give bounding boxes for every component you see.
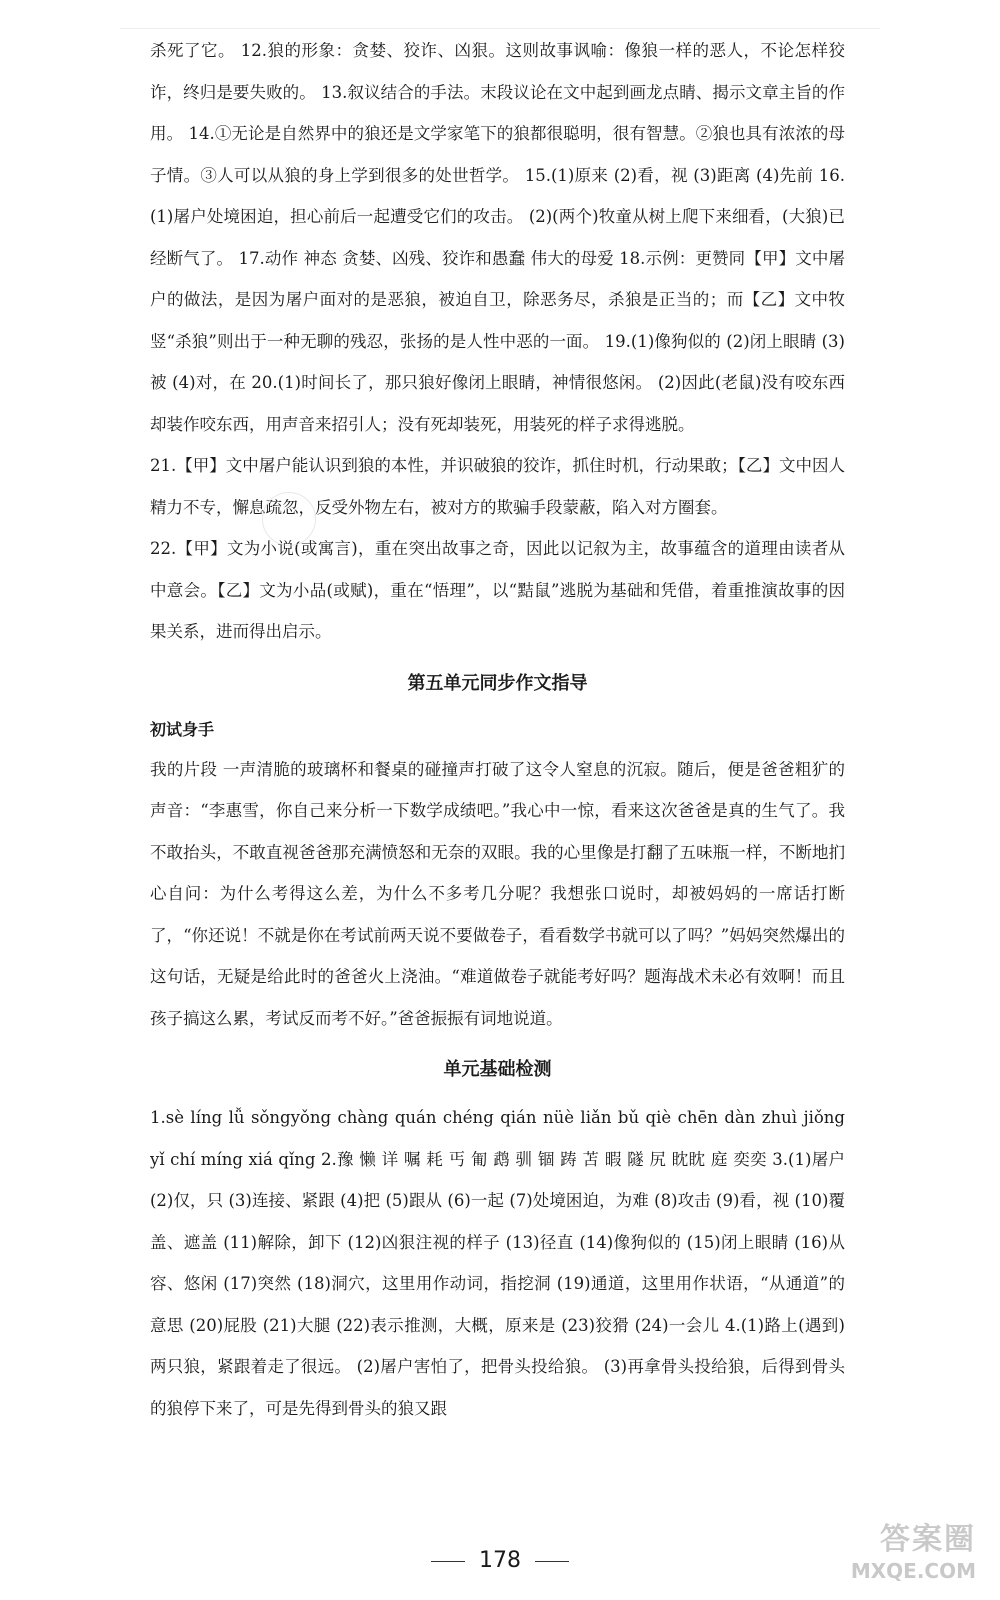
left-dash: [431, 1561, 465, 1562]
watermark-top-text: 答案圈: [880, 1522, 976, 1557]
faint-stamp-mark: [262, 492, 316, 546]
section-heading-writing-guide: 第五单元同步作文指导: [407, 672, 588, 694]
subheading-first-try: 初试身手: [150, 719, 215, 739]
answer-paragraph-12-20: 杀死了它。 12.狼的形象：贪婪、狡诈、凶狠。这则故事讽喻：像狼一样的恶人，不论怎样狡诈，终归是要失败的。 13.叙议结合的手法。末段议论在文中起到画龙点睛、揭示文章主旨的作用。 14.①无论是自然界中的狼还是文学家笔下的狼都很聪明，很有智慧。②狼也具有浓浓的母子情。③人可以从狼的身上学到很多的处世哲学。 15.(1)原来 (2)看，视 (3)距离 (4)先前 16.(1)屠户处境困迫，担心前后一起遭受它们的攻击。 (2)(两个)牧童从树上爬下来细看，(大狼)已经断气了。 17.动作 神态 贪婪、凶残、狡诈和愚蠢 伟大的母爱 18.示例：更赞同【甲】文中屠户的做法，是因为屠户面对的是恶狼，被迫自卫，除恶务尽，杀狼是正当的；而【乙】文中牧竖“杀狼”则出于一种无聊的残忍，张扬的是人性中恶的一面。 19.(1)像狗似的 (2)闭上眼睛 (3)被 (4)对，在 20.(1)时间长了，那只狼好像闭上眼睛，神情很悠闲。 (2)因此(老鼠)没有咬东西却装作咬东西，用声音来招引人；没有死却装死，用装死的样子求得逃脱。: [150, 41, 845, 434]
right-dash: [535, 1561, 569, 1562]
answer-paragraph-22: 22.【甲】文为小说(或寓言)，重在突出故事之奇，因此以记叙为主，故事蕴含的道理由读者从中意会。【乙】文为小品(或赋)，重在“悟理”，以“黠鼠”逃脱为基础和凭借，着重推演故事的因果关系，进而得出启示。: [150, 539, 845, 641]
sample-fragment-paragraph: 我的片段 一声清脆的玻璃杯和餐桌的碰撞声打破了这令人窒息的沉寂。随后，便是爸爸粗犷的声音：“李惠雪，你自己来分析一下数学成绩吧。”我心中一惊，看来这次爸爸是真的生气了。我不敢抬头，不敢直视爸爸那充满愤怒和无奈的双眼。我的心里像是打翻了五味瓶一样，不断地扪心自问：为什么考得这么差，为什么不多考几分呢？我想张口说时，却被妈妈的一席话打断了，“你还说！不就是你在考试前两天说不要做卷子，看看数学书就可以了吗？”妈妈突然爆出的这句话，无疑是给此时的爸爸火上浇油。“难道做卷子就能考好吗？题海战术未必有效啊！而且孩子搞这么累，考试反而考不好。”爸爸振振有词地说道。: [150, 759, 845, 1028]
document-body: [150, 30, 845, 1429]
unit-test-answers: 1.sè líng lǚ sǒngyǒng chàng quán chéng qián nüè liǎn bǔ qiè chēn dàn zhuì jiǒng yǐ chí míng xiá qǐng 2.豫 懒 详 嘱 耗 丐 匍 鹉 驯 锢 踌 苫 暇 隧 尻 眈眈 庭 奕奕 3.(1)屠户 (2)仅，只 (3)连接、紧跟 (4)把 (5)跟从 (6)一起 (7)处境困迫，为难 (8)攻击 (9)看，视 (10)覆盖、遮盖 (11)解除，卸下 (12)凶狠注视的样子 (13)径直 (14)像狗似的 (15)闭上眼睛 (16)从容、悠闲 (17)突然 (18)洞穴，这里用作动词，指挖洞 (19)通道，这里用作状语，“从通道”的意思 (20)屁股 (21)大腿 (22)表示推测，大概，原来是 (23)狡猾 (24)一会儿 4.(1)路上(遇到)两只狼，紧跟着走了很远。 (2)屠户害怕了，把骨头投给狼。 (3)再拿骨头投给狼，后得到骨头的狼停下来了，可是先得到骨头的狼又跟: [150, 1108, 845, 1418]
top-rule: [120, 28, 880, 29]
answer-paragraph-21: 21.【甲】文中屠户能认识到狼的本性，并识破狼的狡诈，抓住时机，行动果敢；【乙】文中因人精力不专，懈息疏忽，反受外物左右，被对方的欺骗手段蒙蔽，陷入对方圈套。: [150, 456, 845, 517]
page-number-text: 178: [479, 1548, 521, 1573]
section-heading-unit-test: 单元基础检测: [443, 1059, 552, 1080]
watermark-bottom-text: MXQE.COM: [850, 1559, 976, 1583]
site-watermark: [806, 1522, 976, 1592]
